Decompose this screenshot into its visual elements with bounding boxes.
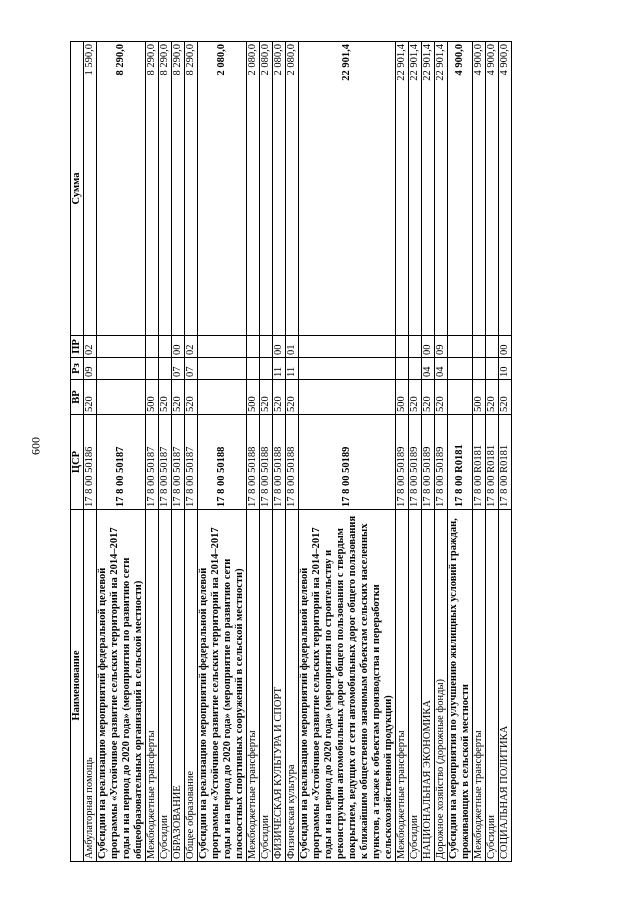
table-row: [299, 42, 396, 862]
cell-sum: 22 901,4: [435, 42, 448, 336]
cell-name: Межбюджетные трансферты: [396, 510, 409, 862]
cell-vr: 520: [286, 380, 299, 415]
cell-vr: [97, 380, 146, 415]
cell-csr: 17 8 00 50188: [260, 415, 273, 510]
cell-rz: 04: [422, 358, 435, 380]
cell-pr: [486, 336, 499, 358]
cell-name: НАЦИОНАЛЬНАЯ ЭКОНОМИКА: [422, 510, 435, 862]
cell-csr: 17 8 00 50187: [97, 415, 146, 510]
table-row: [273, 42, 286, 862]
table-row: [185, 42, 198, 862]
cell-vr: 520: [260, 380, 273, 415]
cell-sum: 2 080,0: [198, 42, 247, 336]
cell-vr: 520: [273, 380, 286, 415]
cell-pr: 01: [286, 336, 299, 358]
cell-pr: [396, 336, 409, 358]
cell-rz: 10: [499, 358, 512, 380]
cell-pr: 02: [185, 336, 198, 358]
cell-rz: [299, 358, 396, 380]
table-row: [159, 42, 172, 862]
cell-vr: 520: [185, 380, 198, 415]
cell-csr: 17 8 00 R0181: [486, 415, 499, 510]
cell-name: Межбюджетные трансферты: [473, 510, 486, 862]
table-row: [172, 42, 185, 862]
cell-sum: 22 901,4: [409, 42, 422, 336]
cell-csr: 17 8 00 R0181: [473, 415, 486, 510]
cell-csr: 17 8 00 50189: [299, 415, 396, 510]
cell-rz: 11: [286, 358, 299, 380]
cell-pr: [448, 336, 473, 358]
cell-name: Дорожное хозяйство (дорожные фонды): [435, 510, 448, 862]
cell-rz: 04: [435, 358, 448, 380]
header-csr: ЦСР: [71, 415, 84, 510]
cell-name: Субсидии: [260, 510, 273, 862]
cell-csr: 17 8 00 50187: [185, 415, 198, 510]
cell-pr: 00: [273, 336, 286, 358]
budget-table: [70, 41, 512, 862]
cell-vr: 500: [396, 380, 409, 415]
cell-sum: 2 080,0: [260, 42, 273, 336]
cell-csr: 17 8 00 50189: [396, 415, 409, 510]
table-row: [435, 42, 448, 862]
table-header-row: [71, 42, 84, 862]
cell-name: Субсидии: [486, 510, 499, 862]
cell-sum: 8 290,0: [185, 42, 198, 336]
cell-csr: 17 8 00 50188: [247, 415, 260, 510]
cell-csr: 17 8 00 50187: [159, 415, 172, 510]
cell-csr: 17 8 00 50188: [198, 415, 247, 510]
cell-vr: 520: [409, 380, 422, 415]
cell-rz: [486, 358, 499, 380]
cell-vr: [198, 380, 247, 415]
header-name: Наименование: [71, 510, 84, 862]
cell-pr: [473, 336, 486, 358]
cell-vr: [299, 380, 396, 415]
table-body: [84, 42, 512, 862]
cell-rz: 11: [273, 358, 286, 380]
cell-sum: 22 901,4: [422, 42, 435, 336]
cell-pr: [260, 336, 273, 358]
table-row: [486, 42, 499, 862]
cell-rz: [247, 358, 260, 380]
cell-pr: [97, 336, 146, 358]
cell-rz: [409, 358, 422, 380]
cell-sum: 8 290,0: [97, 42, 146, 336]
cell-name: ФИЗИЧЕСКАЯ КУЛЬТУРА И СПОРТ: [273, 510, 286, 862]
cell-sum: 8 290,0: [172, 42, 185, 336]
cell-pr: 02: [84, 336, 97, 358]
cell-csr: 17 8 00 50186: [84, 415, 97, 510]
cell-sum: 4 900,0: [486, 42, 499, 336]
cell-pr: 00: [499, 336, 512, 358]
cell-pr: [198, 336, 247, 358]
table-row: [422, 42, 435, 862]
table-row: [260, 42, 273, 862]
cell-csr: 17 8 00 50187: [172, 415, 185, 510]
cell-vr: 520: [486, 380, 499, 415]
cell-sum: 1 590,0: [84, 42, 97, 336]
cell-vr: 520: [435, 380, 448, 415]
table-row: [409, 42, 422, 862]
cell-sum: 4 900,0: [473, 42, 486, 336]
cell-vr: 520: [84, 380, 97, 415]
cell-vr: 520: [499, 380, 512, 415]
header-vr: ВР: [71, 380, 84, 415]
cell-csr: 17 8 00 R0181: [448, 415, 473, 510]
cell-csr: 17 8 00 50188: [273, 415, 286, 510]
cell-sum: 2 080,0: [247, 42, 260, 336]
cell-name: Субсидии на реализацию мероприятий федеральной целевой программы «Устойчивое развитие сельских территорий на 2014–2017 годы и на период до 2020 года» (мероприятия по развитию сети общеобразовательных организаций в сельской местности): [97, 510, 146, 862]
cell-rz: [159, 358, 172, 380]
cell-pr: [299, 336, 396, 358]
cell-name: Межбюджетные трансферты: [146, 510, 159, 862]
cell-sum: 4 900,0: [499, 42, 512, 336]
table-row: [247, 42, 260, 862]
cell-csr: 17 8 00 50189: [435, 415, 448, 510]
cell-name: Субсидии на мероприятия по улучшению жилищных условий граждан, проживающих в сельской местности: [448, 510, 473, 862]
cell-vr: [448, 380, 473, 415]
table-row: [146, 42, 159, 862]
cell-sum: 2 080,0: [286, 42, 299, 336]
cell-name: Межбюджетные трансферты: [247, 510, 260, 862]
cell-name: Субсидии: [409, 510, 422, 862]
cell-vr: 500: [146, 380, 159, 415]
cell-rz: [473, 358, 486, 380]
cell-vr: 520: [422, 380, 435, 415]
table-row: [198, 42, 247, 862]
cell-vr: 520: [172, 380, 185, 415]
cell-name: Амбулаторная помощь: [84, 510, 97, 862]
cell-name: Общее образование: [185, 510, 198, 862]
cell-pr: [146, 336, 159, 358]
cell-csr: 17 8 00 R0181: [499, 415, 512, 510]
table-row: [84, 42, 97, 862]
cell-sum: 2 080,0: [273, 42, 286, 336]
table-row: [499, 42, 512, 862]
cell-rz: 09: [84, 358, 97, 380]
cell-rz: 07: [185, 358, 198, 380]
table-row: [448, 42, 473, 862]
cell-rz: [260, 358, 273, 380]
cell-pr: [409, 336, 422, 358]
cell-vr: 520: [159, 380, 172, 415]
cell-rz: [146, 358, 159, 380]
cell-sum: 8 290,0: [146, 42, 159, 336]
table-row: [473, 42, 486, 862]
cell-pr: [159, 336, 172, 358]
cell-sum: 4 900,0: [448, 42, 473, 336]
header-rz: Рз: [71, 358, 84, 380]
cell-vr: 500: [473, 380, 486, 415]
cell-rz: 07: [172, 358, 185, 380]
cell-rz: [448, 358, 473, 380]
cell-pr: 00: [422, 336, 435, 358]
table-row: [97, 42, 146, 862]
cell-csr: 17 8 00 50188: [286, 415, 299, 510]
cell-pr: 09: [435, 336, 448, 358]
header-pr: ПР: [71, 336, 84, 358]
cell-rz: [198, 358, 247, 380]
cell-pr: [247, 336, 260, 358]
cell-csr: 17 8 00 50189: [409, 415, 422, 510]
header-sum: Сумма: [71, 42, 84, 336]
cell-name: Субсидии на реализацию мероприятий федеральной целевой программы «Устойчивое развитие сельских территорий на 2014–2017 годы и на период до 2020 года» (мероприятия по строительству и реконструкции автомобильных дорог общего пользования с твердым покрытием, ведущих от сети автомобильных дорог общего пользования к ближайшим общественно значимым объектам сельских населенных пунктов, а также к объектам производства и переработки сельскохозяйственной продукции): [299, 510, 396, 862]
cell-name: ОБРАЗОВАНИЕ: [172, 510, 185, 862]
rotated-table-container: [70, 42, 590, 862]
cell-name: Субсидии: [159, 510, 172, 862]
cell-name: СОЦИАЛЬНАЯ ПОЛИТИКА: [499, 510, 512, 862]
page-number: 600: [28, 437, 43, 455]
cell-sum: 8 290,0: [159, 42, 172, 336]
table-row: [396, 42, 409, 862]
table-row: [286, 42, 299, 862]
cell-vr: 500: [247, 380, 260, 415]
cell-name: Субсидии на реализацию мероприятий федеральной целевой программы «Устойчивое развитие сельских территорий на 2014–2017 годы и на период до 2020 года» (мероприятие по развитию сети плоскостных спортивных сооружений в сельской местности): [198, 510, 247, 862]
cell-name: Физическая культура: [286, 510, 299, 862]
cell-sum: 22 901,4: [396, 42, 409, 336]
cell-pr: 00: [172, 336, 185, 358]
cell-csr: 17 8 00 50187: [146, 415, 159, 510]
cell-rz: [97, 358, 146, 380]
cell-rz: [396, 358, 409, 380]
cell-sum: 22 901,4: [299, 42, 396, 336]
cell-csr: 17 8 00 50189: [422, 415, 435, 510]
